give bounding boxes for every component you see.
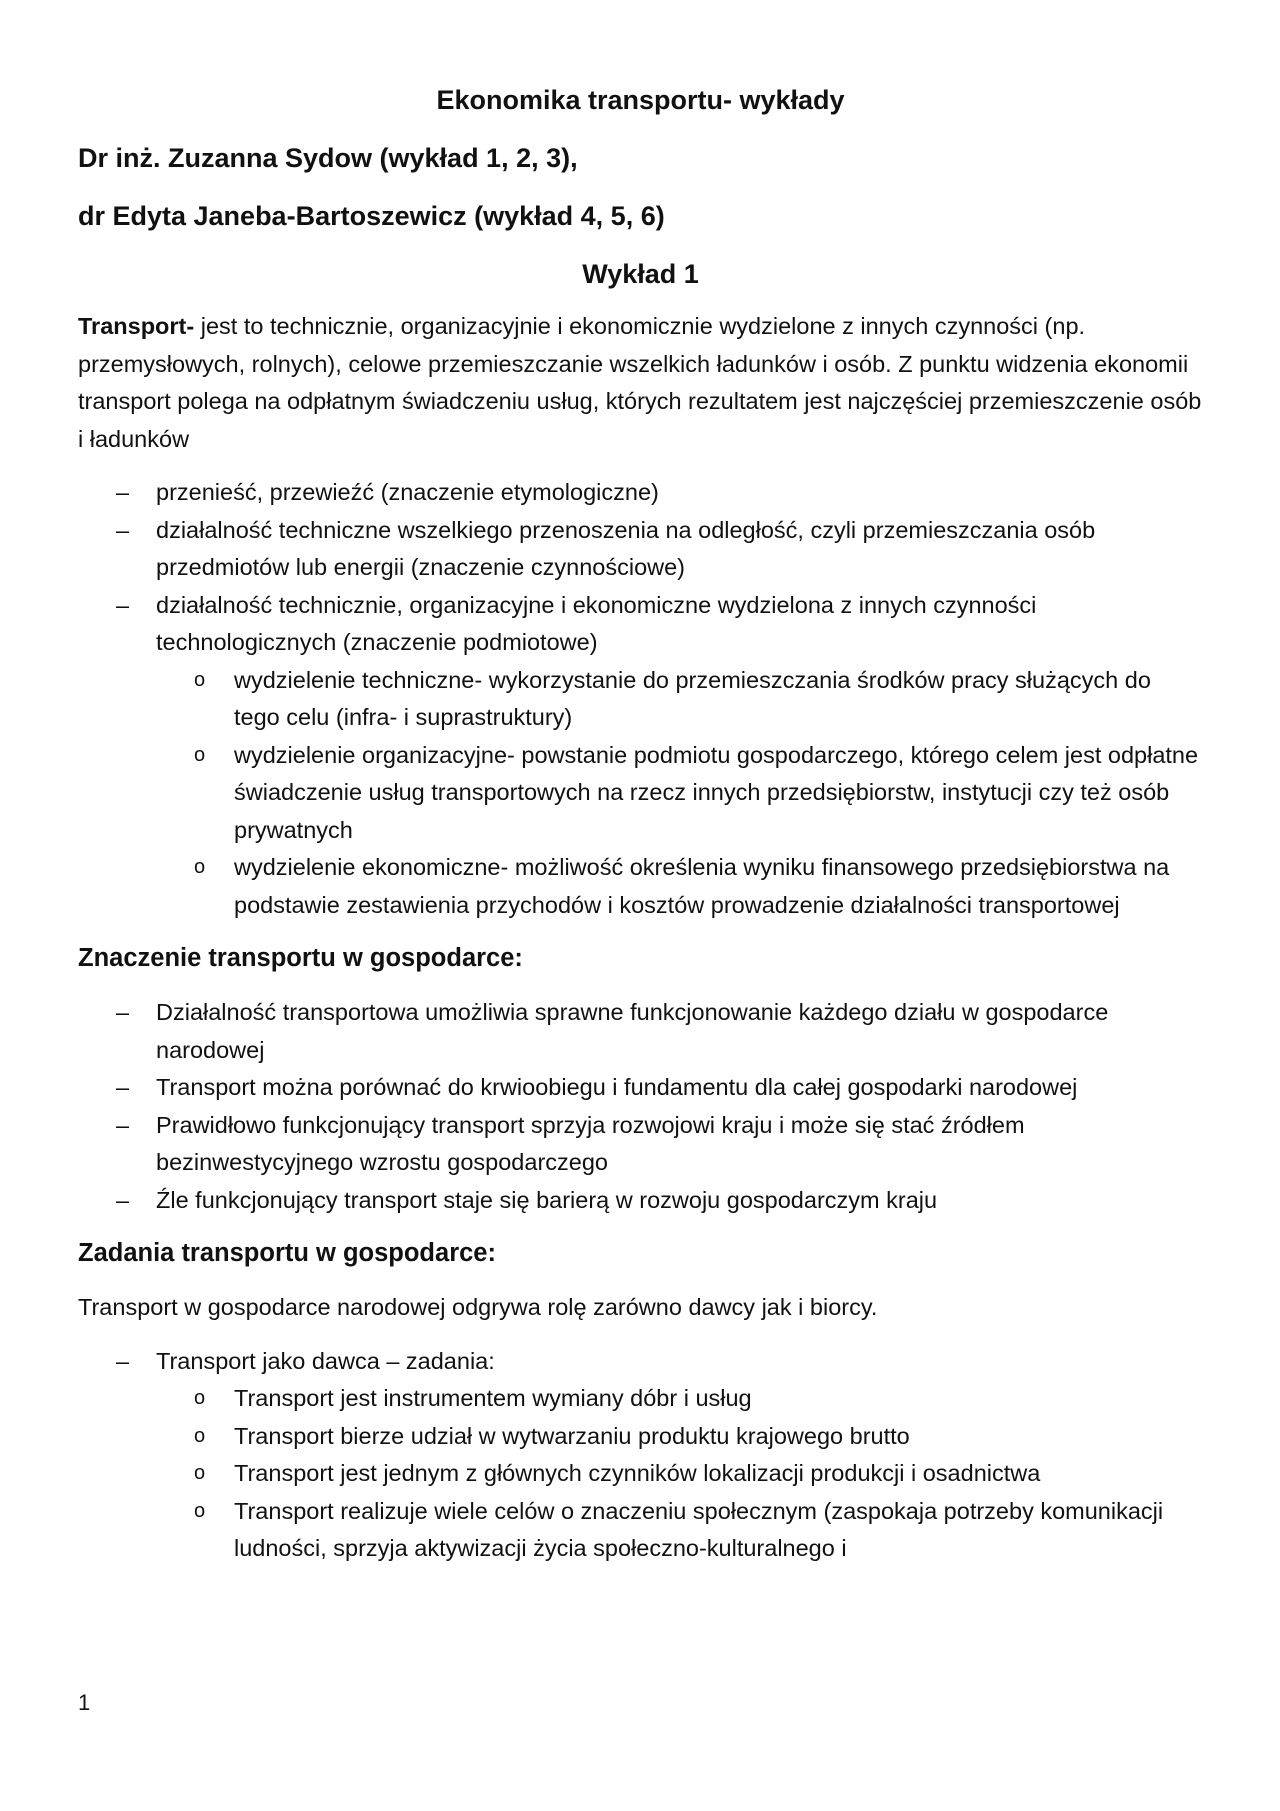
- dash-bullet: –: [116, 479, 130, 505]
- list-item-text: przenieść, przewieźć (znaczenie etymologiczne): [156, 479, 659, 505]
- circle-bullet: o: [194, 1462, 206, 1484]
- list-item: [78, 474, 1203, 512]
- dash-bullet: –: [116, 516, 130, 543]
- meanings-list: [78, 474, 1203, 924]
- lecture-heading: Wykład 1: [582, 259, 699, 289]
- dash-bullet: –: [116, 1186, 130, 1213]
- list-item-text: działalność techniczne wszelkiego przenoszenia na odległość, czyli przemieszczania osób przedmiotów lub energii (znaczenie czynnościowe): [156, 516, 1096, 580]
- list-item: [78, 1107, 1203, 1182]
- definition-text: jest to technicznie, organizacyjnie i ekonomicznie wydzielone z innych czynności (np. przemysłowych, rolnych), celowe przemieszczanie wszelkich ładunków i osób. Z punktu widzenia ekonomii transport polega na odpłatnym świadczeniu usług, których rezultatem jest najczęściej przemieszczenie osób i ładunków: [78, 313, 1202, 452]
- dash-bullet: –: [116, 1111, 130, 1138]
- list-item-text: Działalność transportowa umożliwia sprawne funkcjonowanie każdego działu w gospodarce narodowej: [156, 999, 1109, 1063]
- sublist-item-text: Transport jest jednym z głównych czynników lokalizacji produkcji i osadnictwa: [234, 1460, 1041, 1486]
- giver-sublist: [156, 1380, 1203, 1568]
- sublist-item-text: Transport jest instrumentem wymiany dóbr i usług: [234, 1385, 752, 1411]
- list-item-text: Transport jako dawca – zadania:: [156, 1347, 495, 1374]
- sublist-item: [156, 662, 1203, 737]
- circle-bullet: o: [194, 1499, 206, 1522]
- sublist-item: [156, 1418, 1203, 1456]
- dash-bullet: –: [116, 999, 130, 1025]
- importance-list: [78, 994, 1203, 1219]
- list-item-text: Prawidłowo funkcjonujący transport sprzyja rozwojowi kraju i może się stać źródłem bezinwestycyjnego wzrostu gospodarczego: [156, 1111, 1025, 1175]
- sublist-item: [156, 737, 1203, 850]
- importance-heading: Znaczenie transportu w gospodarce:: [78, 944, 523, 972]
- dash-bullet: –: [116, 1074, 130, 1100]
- list-item-text: Transport można porównać do krwioobiegu i fundamentu dla całej gospodarki narodowej: [156, 1074, 1078, 1100]
- sublist-item-text: Transport bierze udział w wytwarzaniu produktu krajowego brutto: [234, 1422, 910, 1449]
- page-number: 1: [78, 1690, 91, 1715]
- circle-bullet: o: [194, 1424, 206, 1447]
- tasks-intro: Transport w gospodarce narodowej odgrywa rolę zarówno dawcy jak i biorcy.: [78, 1294, 878, 1320]
- list-item: [78, 1182, 1203, 1220]
- dash-bullet: –: [116, 1347, 130, 1374]
- sublist-item-text: Transport realizuje wiele celów o znaczeniu społecznym (zaspokaja potrzeby komunikacji ludności, sprzyja aktywizacji życia społeczno-kulturalnego i: [234, 1497, 1164, 1561]
- author-line-1: Dr inż. Zuzanna Sydow (wykład 1, 2, 3),: [78, 143, 578, 173]
- list-item-text: Źle funkcjonujący transport staje się barierą w rozwoju gospodarczym kraju: [156, 1186, 938, 1213]
- list-item: [78, 512, 1203, 587]
- sublist-item-text: wydzielenie techniczne- wykorzystanie do przemieszczania środków pracy służących do tego celu (infra- i suprastruktury): [234, 666, 1151, 730]
- circle-bullet: o: [194, 668, 206, 691]
- sublist-item-text: wydzielenie ekonomiczne- możliwość określenia wyniku finansowego przedsiębiorstwa na podstawie zestawienia przychodów i kosztów prowadzenie działalności transportowej: [234, 854, 1170, 918]
- circle-bullet: o: [194, 1387, 206, 1409]
- sublist-item: [156, 1380, 1203, 1418]
- circle-bullet: o: [194, 856, 206, 878]
- tasks-list: [78, 1343, 1203, 1568]
- sublist-item: [156, 1493, 1203, 1568]
- transport-definition: [78, 308, 1203, 458]
- sublist-item: [156, 849, 1203, 924]
- list-item: [78, 1343, 1203, 1568]
- list-item: [78, 1069, 1203, 1107]
- sublist-item: [156, 1455, 1203, 1493]
- dash-bullet: –: [116, 591, 130, 618]
- tasks-heading: Zadania transportu w gospodarce:: [78, 1239, 496, 1267]
- list-item: [78, 994, 1203, 1069]
- author-line-2: dr Edyta Janeba-Bartoszewicz (wykład 4, 5, 6): [78, 201, 665, 231]
- meanings-sublist: [156, 662, 1203, 925]
- document-title: Ekonomika transportu- wykłady: [436, 85, 845, 115]
- circle-bullet: o: [194, 743, 206, 766]
- list-item-text: działalność technicznie, organizacyjne i ekonomiczne wydzielona z innych czynności technologicznych (znaczenie podmiotowe): [156, 591, 1037, 655]
- list-item: [78, 587, 1203, 925]
- sublist-item-text: wydzielenie organizacyjne- powstanie podmiotu gospodarczego, którego celem jest odpłatne świadczenie usług transportowych na rzecz innych przedsiębiorstw, instytucji czy też osób prywatnych: [234, 741, 1199, 843]
- definition-term: Transport-: [78, 313, 195, 339]
- page-content: [78, 78, 1203, 1582]
